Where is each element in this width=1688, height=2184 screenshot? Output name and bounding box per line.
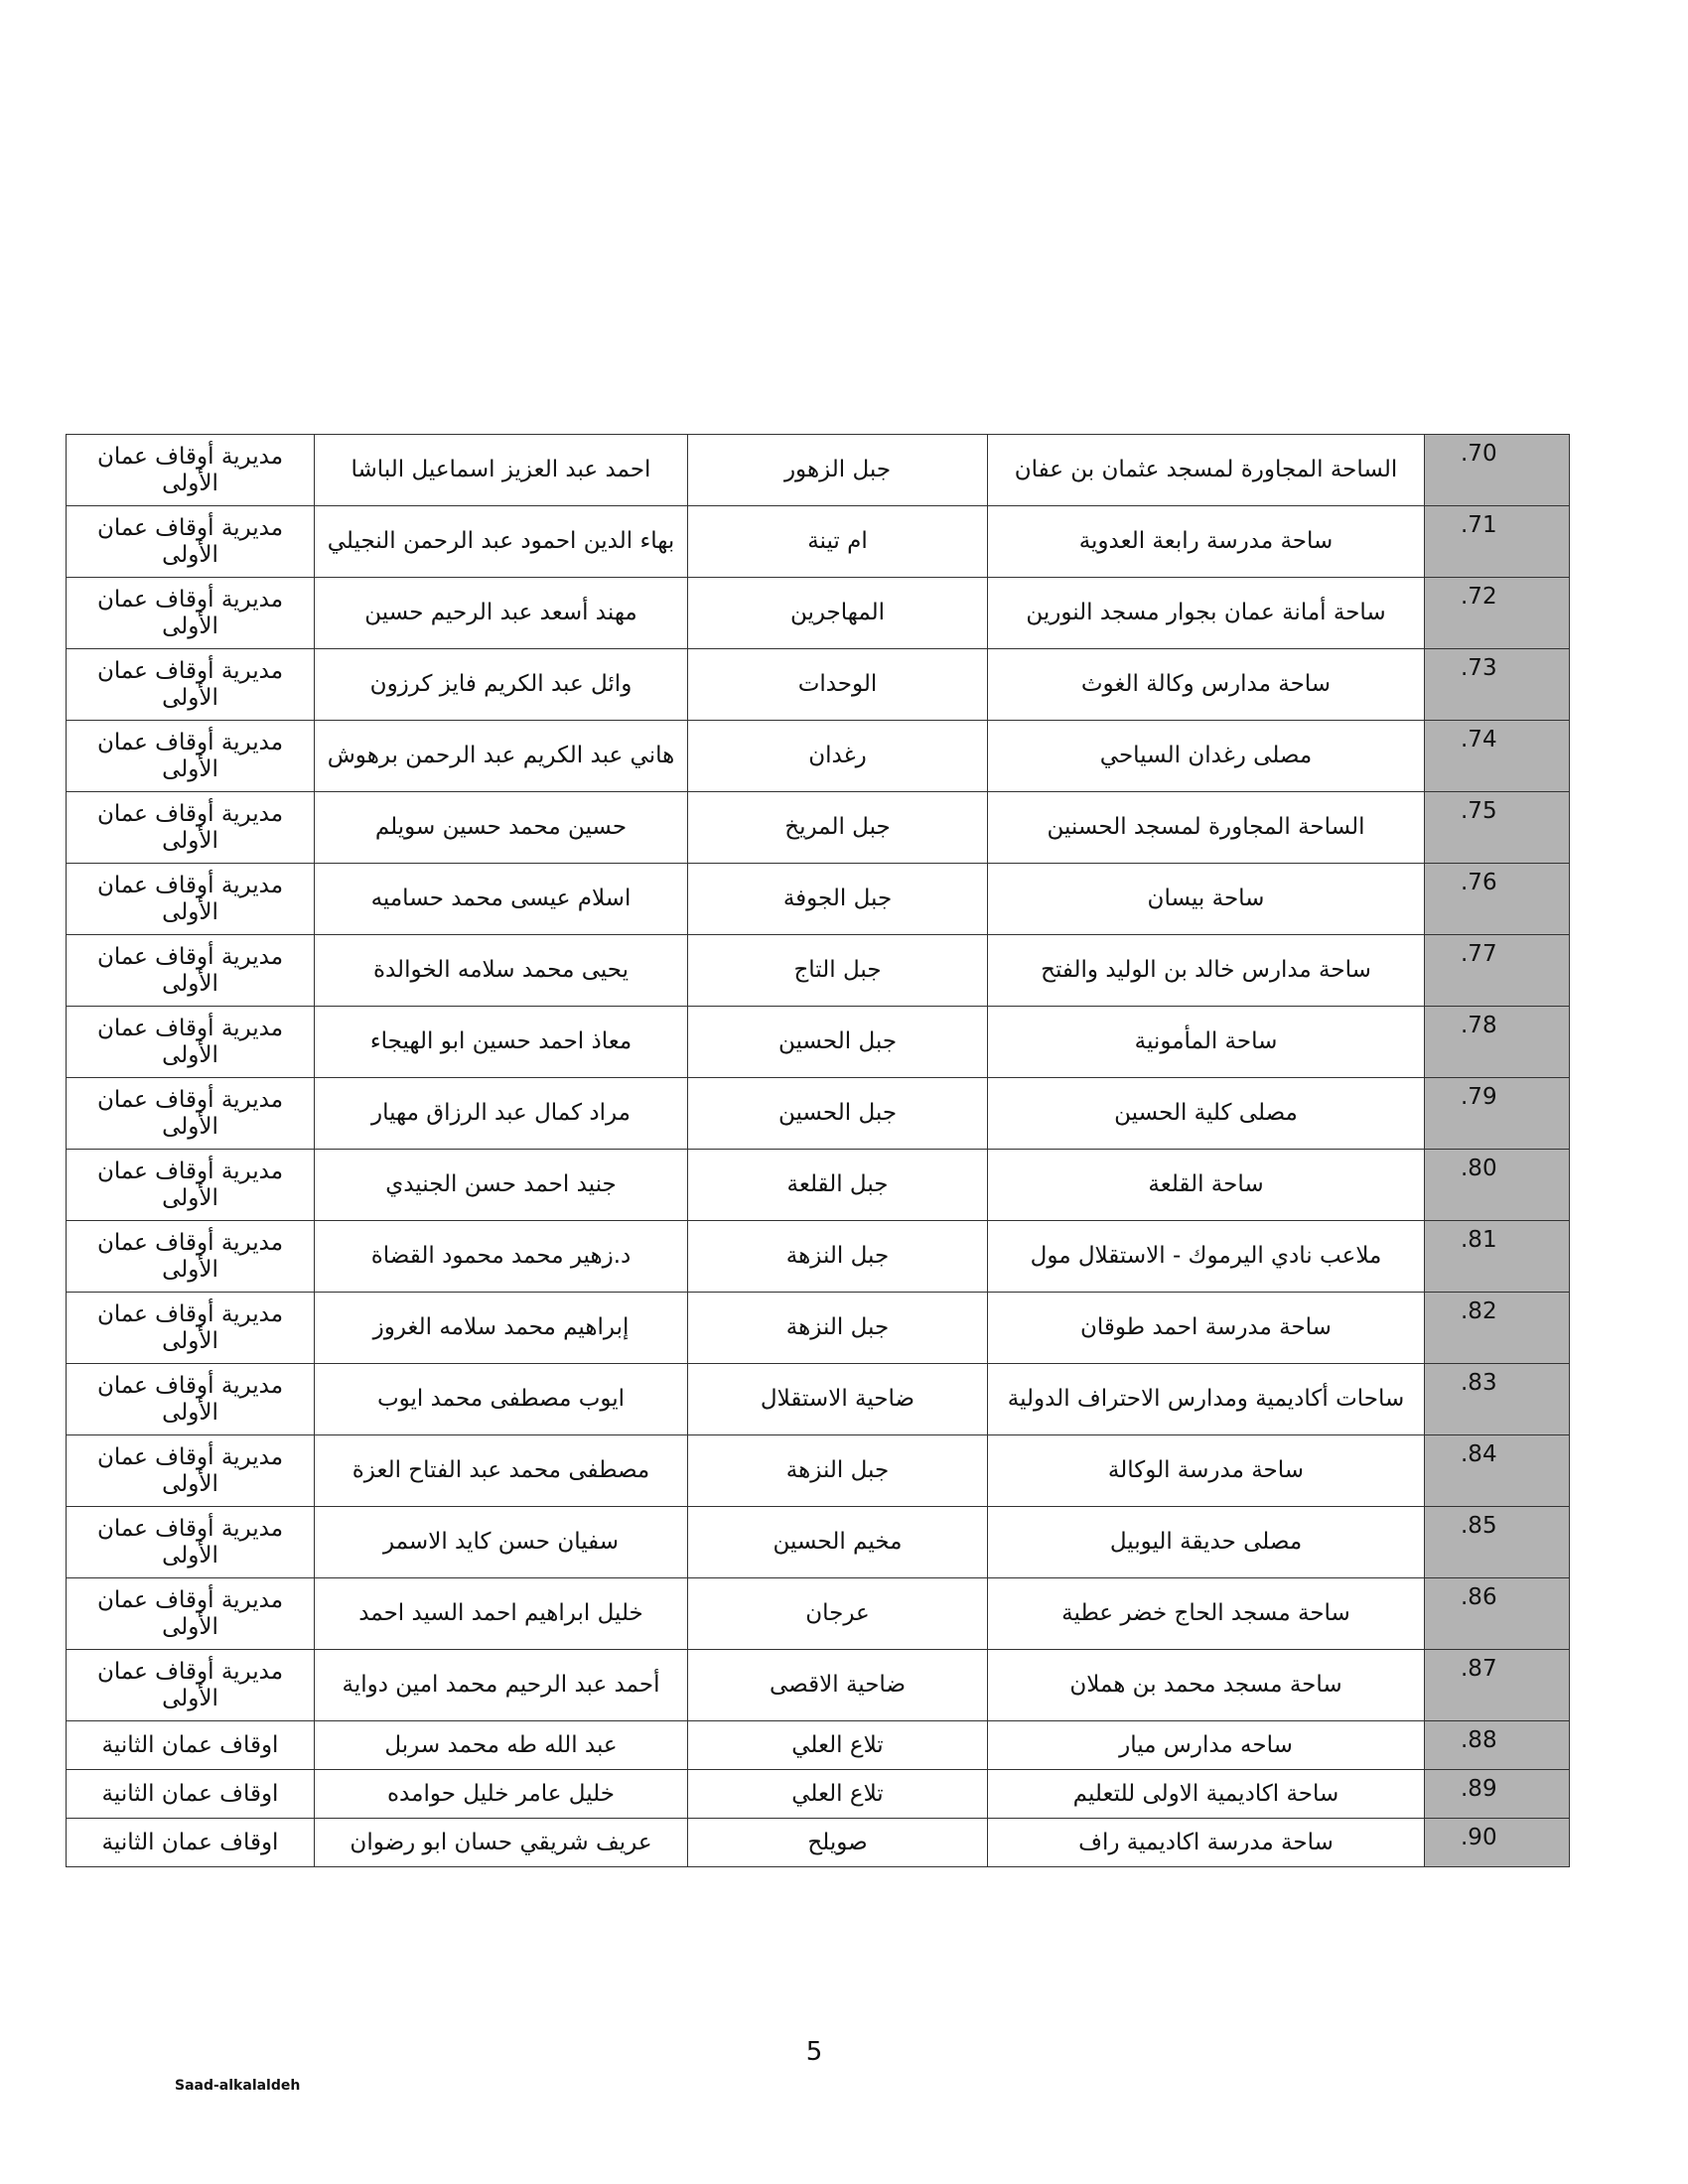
row-number-cell: .78 (1425, 1007, 1570, 1078)
location-cell: ساحة مدرسة الوكالة (988, 1435, 1425, 1507)
table-row (67, 578, 1570, 649)
imam-name-cell: إبراهيم محمد سلامه الغروز (315, 1293, 688, 1364)
table-row (67, 506, 1570, 578)
imam-name-cell: مصطفى محمد عبد الفتاح العزة (315, 1435, 688, 1507)
area-cell: تلاع العلي (688, 1721, 988, 1770)
directorate-cell: مديرية أوقاف عمان الأولى (67, 1221, 315, 1293)
table-row (67, 1578, 1570, 1650)
row-number-cell: .79 (1425, 1078, 1570, 1150)
directorate-cell: مديرية أوقاف عمان الأولى (67, 792, 315, 864)
table-row (67, 435, 1570, 506)
location-cell: ساحة مدرسة اكاديمية راف (988, 1819, 1425, 1867)
row-number-cell: .83 (1425, 1364, 1570, 1435)
area-cell: جبل الجوفة (688, 864, 988, 935)
location-cell: ساحة مدارس خالد بن الوليد والفتح (988, 935, 1425, 1007)
imam-name-cell: بهاء الدين احمود عبد الرحمن النجيلي (315, 506, 688, 578)
row-number-cell: .84 (1425, 1435, 1570, 1507)
table-row (67, 721, 1570, 792)
row-number-cell: .86 (1425, 1578, 1570, 1650)
imam-name-cell: مهند أسعد عبد الرحيم حسين (315, 578, 688, 649)
table-row (67, 1819, 1570, 1867)
location-cell: ساحة أمانة عمان بجوار مسجد النورين (988, 578, 1425, 649)
location-cell: ملاعب نادي اليرموك - الاستقلال مول (988, 1221, 1425, 1293)
row-number-cell: .70 (1425, 435, 1570, 506)
area-cell: جبل الحسين (688, 1007, 988, 1078)
imam-name-cell: خليل ابراهيم احمد السيد احمد (315, 1578, 688, 1650)
directorate-cell: اوقاف عمان الثانية (67, 1721, 315, 1770)
imam-name-cell: جنيد احمد حسن الجنيدي (315, 1150, 688, 1221)
location-cell: الساحة المجاورة لمسجد الحسنين (988, 792, 1425, 864)
area-cell: جبل الزهور (688, 435, 988, 506)
directorate-cell: مديرية أوقاف عمان الأولى (67, 721, 315, 792)
row-number-cell: .75 (1425, 792, 1570, 864)
table-row (67, 1435, 1570, 1507)
page-number: 5 (805, 2037, 823, 2067)
row-number-cell: .80 (1425, 1150, 1570, 1221)
location-cell: ساحة مسجد الحاج خضر عطية (988, 1578, 1425, 1650)
directorate-cell: مديرية أوقاف عمان الأولى (67, 1650, 315, 1721)
directorate-cell: مديرية أوقاف عمان الأولى (67, 1150, 315, 1221)
imam-name-cell: حسين محمد حسين سويلم (315, 792, 688, 864)
row-number-cell: .72 (1425, 578, 1570, 649)
imam-name-cell: احمد عبد العزيز اسماعيل الباشا (315, 435, 688, 506)
table-body (67, 435, 1570, 1867)
location-cell: ساحة اكاديمية الاولى للتعليم (988, 1770, 1425, 1819)
row-number-cell: .71 (1425, 506, 1570, 578)
area-cell: جبل الحسين (688, 1078, 988, 1150)
directorate-cell: مديرية أوقاف عمان الأولى (67, 1578, 315, 1650)
area-cell: جبل النزهة (688, 1293, 988, 1364)
directorate-cell: مديرية أوقاف عمان الأولى (67, 935, 315, 1007)
directorate-cell: اوقاف عمان الثانية (67, 1819, 315, 1867)
area-cell: ضاحية الاقصى (688, 1650, 988, 1721)
directorate-cell: مديرية أوقاف عمان الأولى (67, 1007, 315, 1078)
imam-name-cell: د.زهير محمد محمود القضاة (315, 1221, 688, 1293)
row-number-cell: .89 (1425, 1770, 1570, 1819)
area-cell: جبل القلعة (688, 1150, 988, 1221)
table-row (67, 1078, 1570, 1150)
directorate-cell: مديرية أوقاف عمان الأولى (67, 1078, 315, 1150)
table-row (67, 1293, 1570, 1364)
directorate-cell: مديرية أوقاف عمان الأولى (67, 435, 315, 506)
location-cell: ساحة مدرسة رابعة العدوية (988, 506, 1425, 578)
location-cell: ساحة المأمونية (988, 1007, 1425, 1078)
area-cell: رغدان (688, 721, 988, 792)
location-cell: مصلى رغدان السياحي (988, 721, 1425, 792)
table-row (67, 864, 1570, 935)
row-number-cell: .90 (1425, 1819, 1570, 1867)
table-row (67, 1721, 1570, 1770)
row-number-cell: .88 (1425, 1721, 1570, 1770)
location-cell: ساحة مدارس وكالة الغوث (988, 649, 1425, 721)
area-cell: عرجان (688, 1578, 988, 1650)
location-cell: مصلى حديقة اليوبيل (988, 1507, 1425, 1578)
imam-name-cell: يحيى محمد سلامه الخوالدة (315, 935, 688, 1007)
table-row (67, 1007, 1570, 1078)
imam-name-cell: خليل عامر خليل حوامده (315, 1770, 688, 1819)
location-cell: ساحه مدارس ميار (988, 1721, 1425, 1770)
area-cell: جبل التاج (688, 935, 988, 1007)
area-cell: المهاجرين (688, 578, 988, 649)
table-row (67, 935, 1570, 1007)
area-cell: ضاحية الاستقلال (688, 1364, 988, 1435)
area-cell: جبل المريخ (688, 792, 988, 864)
imam-name-cell: ايوب مصطفى محمد ايوب (315, 1364, 688, 1435)
location-cell: ساحة مسجد محمد بن هملان (988, 1650, 1425, 1721)
location-cell: ساحة القلعة (988, 1150, 1425, 1221)
imam-name-cell: سفيان حسن كايد الاسمر (315, 1507, 688, 1578)
directorate-cell: اوقاف عمان الثانية (67, 1770, 315, 1819)
table-row (67, 649, 1570, 721)
directorate-cell: مديرية أوقاف عمان الأولى (67, 864, 315, 935)
location-cell: ساحة بيسان (988, 864, 1425, 935)
directorate-cell: مديرية أوقاف عمان الأولى (67, 578, 315, 649)
imam-name-cell: اسلام عيسى محمد حساميه (315, 864, 688, 935)
directorate-cell: مديرية أوقاف عمان الأولى (67, 649, 315, 721)
row-number-cell: .87 (1425, 1650, 1570, 1721)
area-cell: جبل النزهة (688, 1435, 988, 1507)
area-cell: الوحدات (688, 649, 988, 721)
table-row (67, 1221, 1570, 1293)
location-cell: مصلى كلية الحسين (988, 1078, 1425, 1150)
row-number-cell: .73 (1425, 649, 1570, 721)
table-row (67, 1150, 1570, 1221)
area-cell: مخيم الحسين (688, 1507, 988, 1578)
imam-name-cell: مراد كمال عبد الرزاق مهيار (315, 1078, 688, 1150)
imam-name-cell: وائل عبد الكريم فايز كرزون (315, 649, 688, 721)
location-cell: ساحات أكاديمية ومدارس الاحتراف الدولية (988, 1364, 1425, 1435)
footer-credit: Saad-alkalaldeh (175, 2078, 301, 2094)
location-cell: ساحة مدرسة احمد طوقان (988, 1293, 1425, 1364)
row-number-cell: .74 (1425, 721, 1570, 792)
table-row (67, 1770, 1570, 1819)
table-row (67, 1650, 1570, 1721)
row-number-cell: .76 (1425, 864, 1570, 935)
row-number-cell: .77 (1425, 935, 1570, 1007)
imam-name-cell: هاني عبد الكريم عبد الرحمن برهوش (315, 721, 688, 792)
area-cell: ام تينة (688, 506, 988, 578)
imam-name-cell: عريف شريقي حسان ابو رضوان (315, 1819, 688, 1867)
table-row (67, 792, 1570, 864)
row-number-cell: .81 (1425, 1221, 1570, 1293)
directorate-cell: مديرية أوقاف عمان الأولى (67, 506, 315, 578)
location-cell: الساحة المجاورة لمسجد عثمان بن عفان (988, 435, 1425, 506)
directorate-cell: مديرية أوقاف عمان الأولى (67, 1435, 315, 1507)
prayer-grounds-table (66, 434, 1570, 1867)
directorate-cell: مديرية أوقاف عمان الأولى (67, 1507, 315, 1578)
imam-name-cell: عبد الله طه محمد سربل (315, 1721, 688, 1770)
row-number-cell: .85 (1425, 1507, 1570, 1578)
imam-name-cell: أحمد عبد الرحيم محمد امين دواية (315, 1650, 688, 1721)
area-cell: تلاع العلي (688, 1770, 988, 1819)
imam-name-cell: معاذ احمد حسين ابو الهيجاء (315, 1007, 688, 1078)
table-row (67, 1507, 1570, 1578)
directorate-cell: مديرية أوقاف عمان الأولى (67, 1293, 315, 1364)
directorate-cell: مديرية أوقاف عمان الأولى (67, 1364, 315, 1435)
row-number-cell: .82 (1425, 1293, 1570, 1364)
area-cell: صويلح (688, 1819, 988, 1867)
area-cell: جبل النزهة (688, 1221, 988, 1293)
table-row (67, 1364, 1570, 1435)
